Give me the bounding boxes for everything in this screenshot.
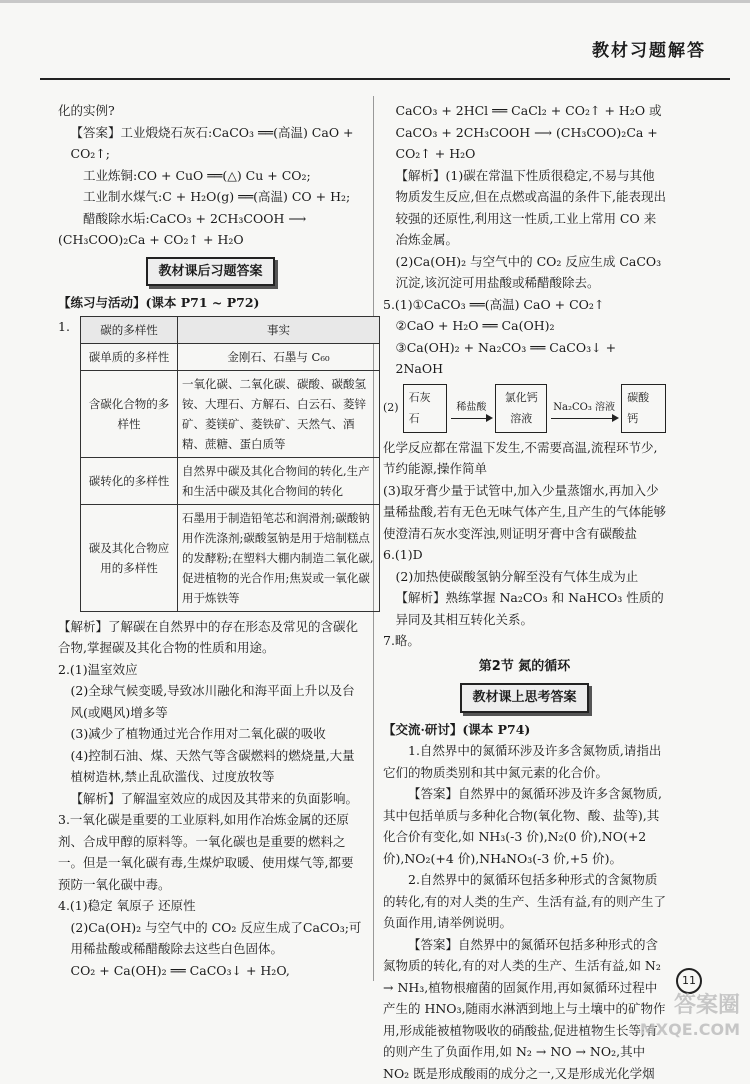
text-line: 2.(1)温室效应 bbox=[58, 659, 363, 681]
text-line: 【解析】(1)碳在常温下性质很稳定,不易与其他物质发生反应,但在点燃或高温的条件下,能表现出较强的还原性,利用这一性质,工业上常用 CO 来冶炼金属。 bbox=[383, 165, 666, 251]
text-line: 1.自然界中的氮循环涉及许多含氮物质,请指出它们的物质类别和其中氮元素的化合价。 bbox=[383, 740, 666, 783]
text-line: (2)Ca(OH)₂ 与空气中的 CO₂ 反应生成了CaCO₃;可用稀盐酸或稀醋酸除去这些白色固体。 bbox=[58, 917, 363, 960]
text-line: (3)减少了植物通过光合作用对二氧化碳的吸收 bbox=[58, 723, 363, 745]
table-header: 碳的多样性 bbox=[81, 316, 178, 343]
text-line: (3)取牙膏少量于试管中,加入少量蒸馏水,再加入少量稀盐酸,若有无色无味气体产生,且产生的气体能够使澄清石灰水变浑浊,则证明牙膏中含有碳酸盐 bbox=[383, 480, 666, 545]
right-column bbox=[383, 100, 666, 1084]
text-line: (CH₃COO)₂Ca + CO₂↑ + H₂O bbox=[58, 229, 363, 251]
text-line: 4.(1)稳定 氧原子 还原性 bbox=[58, 895, 363, 917]
text-line: (2)加热使碳酸氢钠分解至没有气体生成为止 bbox=[383, 566, 666, 588]
flow-arrow: Na₂CO₃ 溶液 bbox=[551, 397, 617, 420]
text-line: 【交流·研讨】(课本 P74) bbox=[383, 719, 666, 741]
top-border bbox=[0, 0, 750, 3]
flow-label: (2) bbox=[383, 397, 399, 419]
text-line: (2)Ca(OH)₂ 与空气中的 CO₂ 反应生成 CaCO₃ 沉淀,该沉淀可用盐酸或稀醋酸除去。 bbox=[383, 251, 666, 294]
table-cell: 一氧化碳、二氧化碳、碳酸、碳酸氢铵、大理石、方解石、白云石、菱锌矿、菱镁矿、菱铁矿、天然气、酒精、蔗糖、蛋白质等 bbox=[178, 370, 380, 457]
question-1 bbox=[58, 316, 363, 612]
section-banner: 教材课后习题答案 bbox=[58, 257, 363, 287]
text-line: CO₂↑ + H₂O bbox=[383, 143, 666, 165]
flow-arrow: 稀盐酸 bbox=[451, 397, 491, 420]
text-line: 【解析】了解碳在自然界中的存在形态及常见的含碳化合物,掌握碳及其化合物的性质和用途。 bbox=[58, 616, 363, 659]
table-cell: 石墨用于制造铅笔芯和润滑剂;碳酸钠用作洗涤剂;碳酸氢钠是用于焙制糕点的发酵粉;在塑料大棚内制造二氧化碳,促进植物的光合作用;焦炭或一氧化碳用于炼铁等 bbox=[178, 504, 380, 611]
watermark-logo: 答案圈 MXQE.COM bbox=[640, 994, 740, 1042]
text-line: 工业制水煤气:C + H₂O(g) ══(高温) CO + H₂; bbox=[58, 186, 363, 208]
process-flow bbox=[383, 384, 666, 433]
left-column bbox=[58, 100, 363, 981]
table-row bbox=[81, 343, 380, 370]
text-line: (4)控制石油、煤、天然气等含碳燃料的燃烧量,大量植树造林,禁止乱砍滥伐、过度放牧等 bbox=[58, 745, 363, 788]
text-line: 【解析】了解温室效应的成因及其带来的负面影响。 bbox=[58, 788, 363, 810]
exercise-header: 【练习与活动】(课本 P71 ~ P72) bbox=[58, 292, 363, 314]
table-cell: 金刚石、石墨与 C₆₀ bbox=[178, 343, 380, 370]
text-line: 【答案】自然界中的氮循环包括多种形式的含氮物质的转化,有的对人类的生产、生活有益,如 N₂ → NH₃,植物根瘤菌的固氮作用,再如氮循环过程中产生的 HNO₃,随雨水淋洒到地上与土壤中的矿物作用,形成能被植物吸收的硝酸盐,促进植物生长等;有的则产生了负面作用,如 N₂ → NO → NO₂,其中 NO₂ 既是形成酸雨的成分之一,又是形成光化学烟 bbox=[383, 934, 666, 1084]
text-line: 醋酸除水垢:CaCO₃ + 2CH₃COOH ⟶ bbox=[58, 208, 363, 230]
carbon-diversity-table bbox=[80, 316, 380, 612]
table-cell: 碳及其化合物应用的多样性 bbox=[81, 504, 178, 611]
table-row bbox=[81, 504, 380, 611]
text-line: CaCO₃ + 2CH₃COOH ⟶ (CH₃COO)₂Ca + bbox=[383, 122, 666, 144]
page-header-title: 教材习题解答 bbox=[592, 36, 706, 61]
table-row bbox=[81, 457, 380, 504]
text-line: 3.一氧化碳是重要的工业原料,如用作冶炼金属的还原剂、合成甲醇的原料等。一氧化碳也是重要的燃料之一。但是一氧化碳有毒,生煤炉取暖、使用煤气等,都要预防一氧化碳中毒。 bbox=[58, 809, 363, 895]
section-banner: 教材课上思考答案 bbox=[383, 683, 666, 713]
text-line: CO₂ + Ca(OH)₂ ══ CaCO₃↓ + H₂O, bbox=[58, 960, 363, 982]
text-line: 7.略。 bbox=[383, 630, 666, 652]
text-line: 工业炼铜:CO + CuO ══(△) Cu + CO₂; bbox=[58, 165, 363, 187]
text-line: 5.(1)①CaCO₃ ══(高温) CaO + CO₂↑ bbox=[383, 294, 666, 316]
table-row bbox=[81, 370, 380, 457]
page-number: 11 bbox=[676, 968, 702, 994]
table-header-row bbox=[81, 316, 380, 343]
text-line: 化的实例? bbox=[58, 100, 363, 122]
text-line: (2)全球气候变暖,导致冰川融化和海平面上升以及台风(或飓风)增多等 bbox=[58, 680, 363, 723]
text-line: 【答案】工业煅烧石灰石:CaCO₃ ══(高温) CaO + CO₂↑; bbox=[58, 122, 363, 165]
flow-box-calcium-carbonate: 碳酸钙 bbox=[621, 384, 666, 433]
flow-box-calcium-chloride: 氯化钙溶液 bbox=[495, 384, 547, 433]
header-rule bbox=[40, 78, 730, 80]
section-title: 第2节 氮的循环 bbox=[383, 656, 666, 678]
table-header: 事实 bbox=[178, 316, 380, 343]
text-line: 2.自然界中的氮循环包括多种形式的含氮物质的转化,有的对人类的生产、生活有益,有的则产生了负面作用,请举例说明。 bbox=[383, 869, 666, 934]
text-line: 【解析】熟练掌握 Na₂CO₃ 和 NaHCO₃ 性质的异同及其相互转化关系。 bbox=[383, 587, 666, 630]
question-number: 1. bbox=[58, 316, 70, 338]
text-line: 【答案】自然界中的氮循环涉及许多含氮物质,其中包括单质与多种化合物(氧化物、酸、盐等),其化合价有变化,如 NH₃(-3 价),N₂(0 价),NO(+2 价),NO₂(+4 价),NH₄NO₃(-3 价,+5 价)。 bbox=[383, 783, 666, 869]
flow-box-limestone: 石灰石 bbox=[403, 384, 448, 433]
table-cell: 碳单质的多样性 bbox=[81, 343, 178, 370]
text-line: ③Ca(OH)₂ + Na₂CO₃ ══ CaCO₃↓ + 2NaOH bbox=[383, 337, 666, 380]
table-cell: 含碳化合物的多样性 bbox=[81, 370, 178, 457]
text-line: 6.(1)D bbox=[383, 544, 666, 566]
table-cell: 碳转化的多样性 bbox=[81, 457, 178, 504]
text-line: CaCO₃ + 2HCl ══ CaCl₂ + CO₂↑ + H₂O 或 bbox=[383, 100, 666, 122]
text-line: ②CaO + H₂O ══ Ca(OH)₂ bbox=[383, 315, 666, 337]
table-cell: 自然界中碳及其化合物间的转化,生产和生活中碳及其化合物间的转化 bbox=[178, 457, 380, 504]
text-line: 化学反应都在常温下发生,不需要高温,流程环节少,节约能源,操作简单 bbox=[383, 437, 666, 480]
